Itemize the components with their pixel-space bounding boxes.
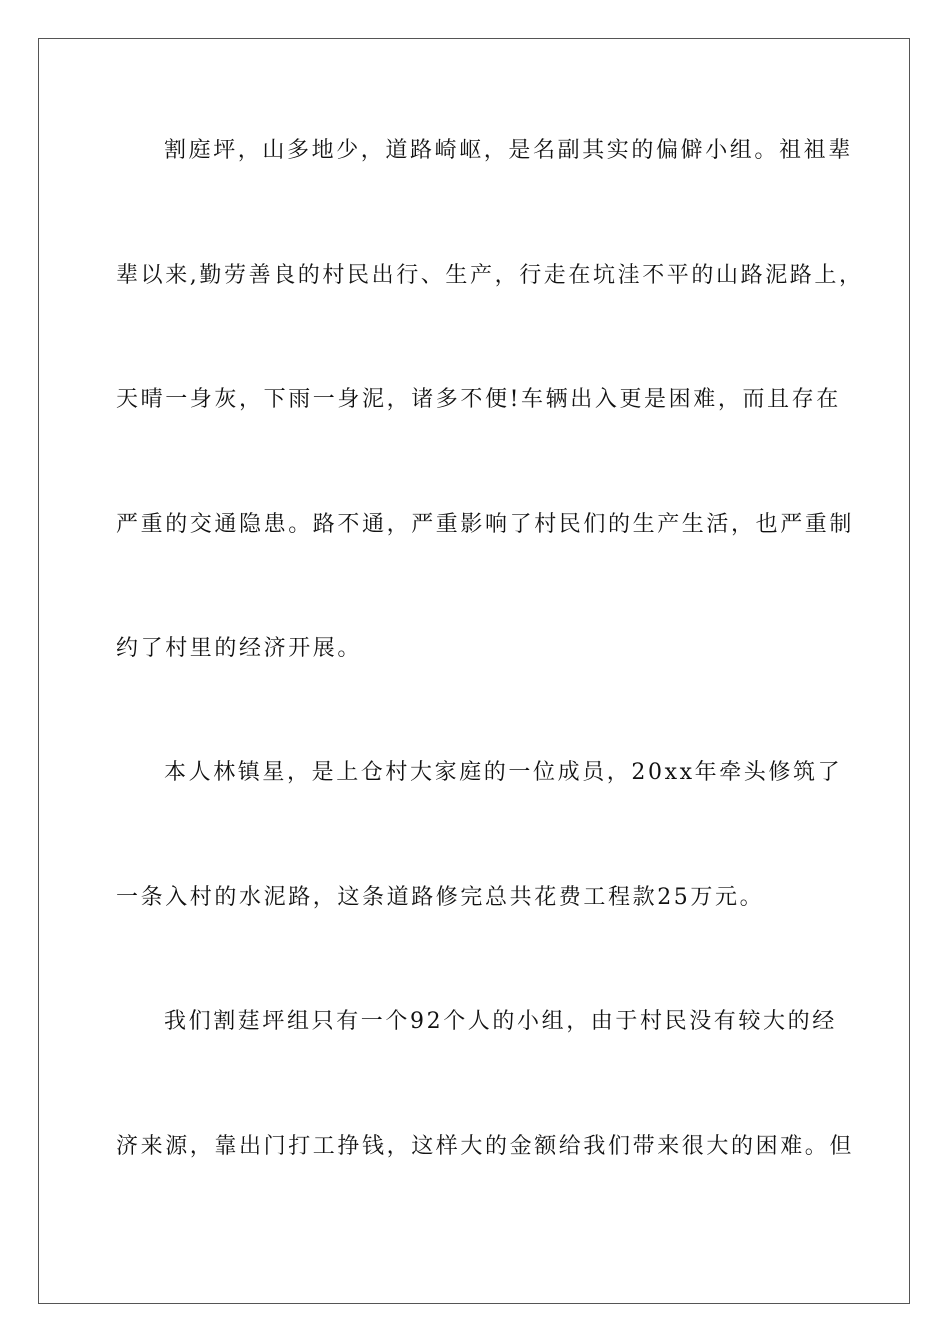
text-line: 割庭坪，山多地少，道路崎岖，是名副其实的偏僻小组。祖祖辈 bbox=[164, 138, 853, 163]
text-line: 本人林镇星，是上仓村大家庭的一位成员，20xx年牵头修筑了 bbox=[164, 760, 843, 785]
text-line: 一条入村的水泥路，这条道路修完总共花费工程款25万元。 bbox=[116, 885, 765, 910]
text-line: 约了村里的经济开展。 bbox=[116, 636, 363, 661]
page-border bbox=[38, 38, 910, 1304]
text-line: 我们割莛坪组只有一个92个人的小组，由于村民没有较大的经 bbox=[164, 1009, 837, 1034]
text-line: 济来源，靠出门打工挣钱，这样大的金额给我们带来很大的困难。但 bbox=[116, 1134, 855, 1159]
text-line: 辈以来,勤劳善良的村民出行、生产，行走在坑洼不平的山路泥路上， bbox=[116, 263, 864, 288]
text-line: 严重的交通隐患。路不通，严重影响了村民们的生产生活，也严重制 bbox=[116, 512, 855, 537]
text-line: 天晴一身灰，下雨一身泥，诸多不便!车辆出入更是困难，而且存在 bbox=[116, 387, 841, 412]
